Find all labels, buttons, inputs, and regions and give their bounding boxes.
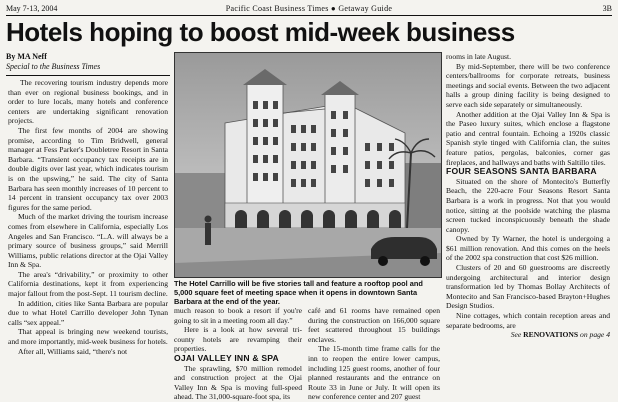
paragraph: Situated on the shore of Montecito's Butterfly Beach, the 220-acre Four Seasons Resort Santa Barbara is a work in progress. Not that you would notice, sitting at the poolside watching the plasma screen tucked inconspicuously beneath the shade canopy. <box>446 176 610 234</box>
continuation-jump <box>446 330 610 340</box>
article-column-2 <box>174 306 302 402</box>
paragraph: Much of the market driving the tourism increase comes from elsewhere in California, especially Los Angeles and San Francisco. “L.A. will always be a primary source of business groups,” said Merrill Williams, public relations director at the Ojai Valley Inn & Spa. <box>8 212 168 270</box>
hotel-rendering-illustration <box>175 53 441 277</box>
byline-author: By MA Neff <box>6 52 47 61</box>
article-column-3 <box>308 306 440 402</box>
paragraph: Owned by Ty Warner, the hotel is undergoing a $61 million renovation. And this comes on the heels of the 2002 spa construction that cost $26 million. <box>446 234 610 263</box>
byline-rule <box>6 75 170 76</box>
byline <box>6 52 170 76</box>
paragraph: rooms in late August. <box>446 52 511 61</box>
issue-date: May 7-13, 2004 <box>6 4 58 13</box>
subhead-ojai: OJAI VALLEY INN & SPA <box>174 352 279 363</box>
paragraph: By mid-September, there will be two conference centers/ballrooms for corporate retreats, business meetings and social events. Between the two adjacent halls a group dining facility is being designed to serve each side separately or simultaneously. <box>446 61 610 109</box>
hotel-photo <box>174 52 442 278</box>
byline-role: Special to the Business Times <box>6 62 101 71</box>
paragraph: The sprawling, $70 million remodel and construction project at the Ojai Valley Inn & Spa is moving full-speed ahead. The 31,000-square-foot spa, its <box>174 363 302 402</box>
paragraph: The area's “drivability,” or proximity to other California destinations, kept it from experiencing major fallout from the post-Sept. 11 tourism decline. <box>8 269 168 299</box>
page-header <box>6 3 612 14</box>
jump-keyword: RENOVATIONS <box>523 330 579 340</box>
page-number: 3B <box>602 4 612 13</box>
jump-see: See <box>510 330 522 340</box>
paragraph: That appeal is bringing new weekend tourists, and more importantly, mid-week business for hotels. <box>8 327 168 347</box>
subhead-four-seasons: FOUR SEASONS SANTA BARBARA <box>446 166 597 177</box>
paragraph: In addition, cities like Santa Barbara are popular due to what Hotel Carrillo developer John Tynan calls “sex appeal.” <box>8 298 168 327</box>
paragraph: Nine cottages, which contain reception areas and separate bedrooms, are <box>446 311 610 330</box>
paragraph: Another addition at the Ojai Valley Inn & Spa is the Paseo luxury suites, which enclose a flagstone patio and central fountain. Echoing a 1920s classic Spanish style tinged with California clan, the suites feature patios, pergolas, balconies, corner gas fireplaces, and hallways and baths with Saltillo tiles. <box>446 109 610 167</box>
article-column-4 <box>446 52 610 400</box>
paragraph: After all, Williams said, “there's not <box>18 346 128 356</box>
paragraph: The 15-month time frame calls for the inn to reopen the entire lower campus, including 125 guest rooms, another of four planned restaurants and the entrance on Route 33 in June or July. It will open its new conference center and 207 guest <box>308 344 440 402</box>
jump-page: on page 4 <box>580 330 610 340</box>
paragraph: The recovering tourism industry depends more than ever on regional business bookings, and in order to lure locals, many hotels and conference centers are undertaking significant renovation projects. <box>8 78 168 126</box>
photo-caption: The Hotel Carrillo will be five stories tall and feature a rooftop pool and 5,000 square feet of meeting space when it opens in downtown Santa Barbara at the end of the year. <box>174 279 423 306</box>
section-title: Pacific Coast Business Times ● Getaway Guide <box>225 4 393 13</box>
headline: Hotels hoping to boost mid-week business <box>6 17 515 47</box>
paragraph: much reason to book a resort if you're going to sit in a meeting room all day.” <box>174 306 302 325</box>
paragraph: Here is a look at how several tri-county hotels are revamping their properties. <box>174 325 302 354</box>
paragraph: Clusters of 20 and 60 guestrooms are discreetly undergoing architectural and interior design transformation led by Thomas Bollay Architects of Montecito and San Francisco-based Brayton+Hughes Design Studios. <box>446 263 610 311</box>
paragraph: café and 61 rooms have remained open during the construction on 166,000 square feet scattered throughout 15 buildings enclaves. <box>308 306 440 344</box>
article-column-1 <box>8 78 168 400</box>
paragraph: The first few months of 2004 are showing promise, according to Tim Bridwell, general manager at Fess Parker's Doubletree Resort in Santa Barbara. “Transient occupancy tax receipts are in double digits over last year, which indicates tourism is on the upswing,” he said. The city of Santa Barbara has seen monthly increases of 10 percent to 14 percent in transient occupancy tax over 2003 figures for the same period. <box>8 125 168 212</box>
